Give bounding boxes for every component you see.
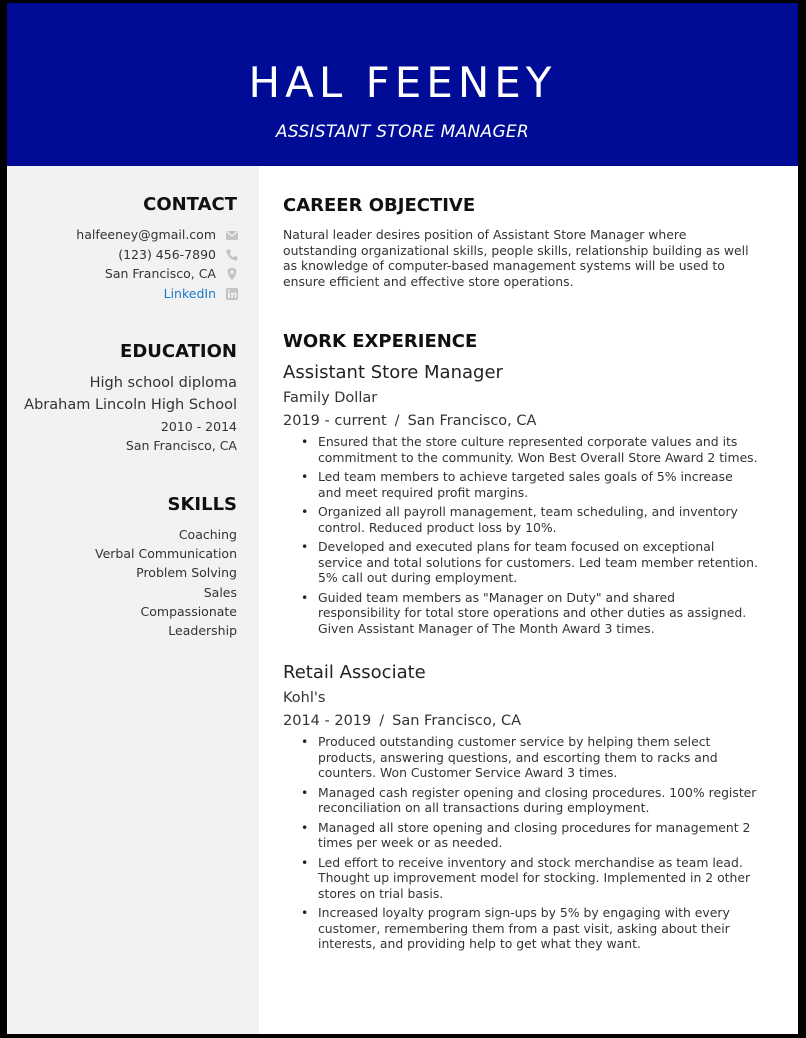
objective-heading: CAREER OBJECTIVE xyxy=(283,195,476,216)
skill-item: Leadership xyxy=(168,623,237,638)
linkedin-icon xyxy=(225,287,239,301)
education-years: 2010 - 2014 xyxy=(160,419,237,434)
phone-icon xyxy=(225,248,239,262)
separator: / xyxy=(394,413,400,429)
education-heading: EDUCATION xyxy=(120,341,237,362)
contact-phone[interactable] xyxy=(118,246,239,264)
phone-text: (123) 456-7890 xyxy=(118,247,216,262)
envelope-icon xyxy=(225,228,239,242)
objective-text: Natural leader desires position of Assistant Store Manager where outstanding organizational skills, people skills, relationship building as well as knowledge of computer-based management systems will be used to ensure efficient and effective store operations. xyxy=(283,227,749,289)
contact-location xyxy=(105,265,239,283)
map-pin-icon xyxy=(225,267,239,281)
list-item: • Led effort to receive inventory and stock merchandise as team lead. Thought up improvement model for stocking. Implemented in 2 other stores on trial basis. xyxy=(318,855,758,902)
resume-page xyxy=(7,3,798,1034)
skill-item: Coaching xyxy=(178,527,237,542)
location-text: San Francisco, CA xyxy=(104,266,216,281)
skill-item: Sales xyxy=(203,585,237,600)
job-dates: 2014 - 2019 xyxy=(283,713,372,729)
contact-heading: CONTACT xyxy=(143,194,237,215)
job-dates: 2019 - current xyxy=(283,413,387,429)
list-item: • Organized all payroll management, team scheduling, and inventory control. Reduced product loss by 10%. xyxy=(318,504,758,535)
list-item: • Managed all store opening and closing procedures for management 2 times per week or as needed. xyxy=(318,820,758,851)
list-item: • Developed and executed plans for team focused on exceptional service and total solutions for customers. Led team member retention. 5% call out during employment. xyxy=(318,539,758,586)
contact-linkedin[interactable] xyxy=(164,285,239,303)
list-item: • Produced outstanding customer service by helping them select products, answering questions, and escorting them to racks and counters. Won Customer Service Award 3 times. xyxy=(318,734,758,781)
list-item: • Led team members to achieve targeted sales goals of 5% increase and meet required profit margins. xyxy=(318,469,758,500)
education-school: Abraham Lincoln High School xyxy=(24,397,237,413)
job-company: Family Dollar xyxy=(283,390,378,406)
candidate-name: HAL FEENEY xyxy=(248,58,557,107)
email-text: halfeeney@gmail.com xyxy=(76,227,216,242)
list-item: • Managed cash register opening and closing procedures. 100% register reconciliation on all transactions during employment. xyxy=(318,785,758,816)
skill-item: Problem Solving xyxy=(136,565,237,580)
candidate-title: ASSISTANT STORE MANAGER xyxy=(275,122,530,142)
skill-item: Verbal Communication xyxy=(95,546,237,561)
linkedin-link[interactable]: LinkedIn xyxy=(163,286,216,301)
list-item: • Increased loyalty program sign-ups by 5% by engaging with every customer, remembering them from a past visit, asking about their interests, and providing help to get what they want. xyxy=(318,905,758,952)
sidebar xyxy=(7,166,259,1034)
job-bullets xyxy=(318,734,758,956)
list-item: • Guided team members as "Manager on Duty" and shared responsibility for total store operations and other duties as assigned. Given Assistant Manager of The Month Award 3 times. xyxy=(318,590,758,637)
job-company: Kohl's xyxy=(283,690,326,706)
job-dates-line xyxy=(283,712,521,730)
education-degree: High school diploma xyxy=(89,375,237,391)
list-item: • Ensured that the store culture represented corporate values and its commitment to the community. Won Best Overall Store Award 2 times. xyxy=(318,434,758,465)
job-dates-line xyxy=(283,412,536,430)
contact-email[interactable] xyxy=(76,226,239,244)
skill-item: Compassionate xyxy=(140,604,237,619)
job-title: Assistant Store Manager xyxy=(283,362,503,383)
education-location: San Francisco, CA xyxy=(125,438,237,453)
job-location: San Francisco, CA xyxy=(392,713,522,729)
separator: / xyxy=(379,713,385,729)
experience-heading: WORK EXPERIENCE xyxy=(283,331,478,352)
job-location: San Francisco, CA xyxy=(407,413,537,429)
job-bullets xyxy=(318,434,758,640)
resume-header xyxy=(7,3,798,166)
skills-heading: SKILLS xyxy=(167,494,237,515)
job-title: Retail Associate xyxy=(283,662,426,683)
